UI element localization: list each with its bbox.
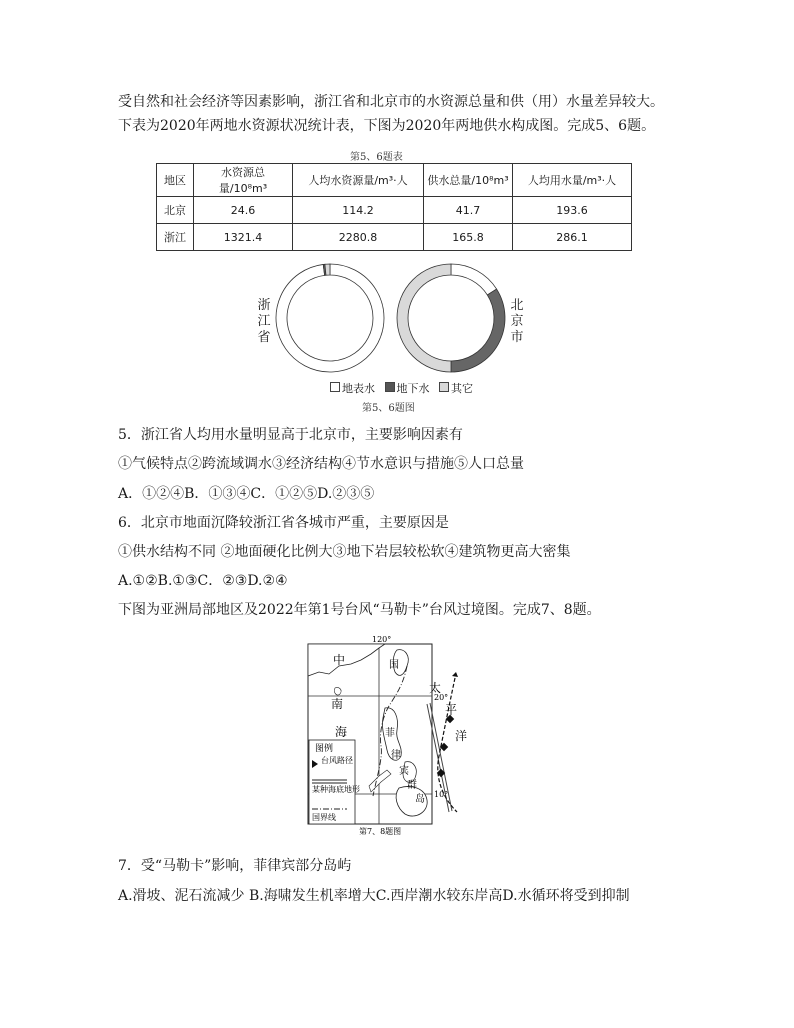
th-total-supply: 供水总量/10⁸m³ [424,164,513,197]
donut-chart-beijing [395,262,507,374]
map-legend-title: 图例 [315,744,334,754]
chart-legend [330,380,473,396]
donut-slice-地表水 [451,264,497,295]
donut-slice-其它 [397,264,451,372]
table-row [157,224,632,251]
map-char: 宾 [399,766,409,777]
donut-slice-其它 [325,264,330,275]
table-cell: 24.6 [194,197,293,224]
table-caption: 第5、6题表 [350,152,403,163]
chart-label-beijing: 北 京 市 [510,298,524,345]
typhoon-track-arrow [452,672,458,677]
legend-swatch-surface [330,382,340,392]
map-char: 国 [389,660,399,671]
map-char: 太 [429,681,442,695]
chart-caption: 第5、6题图 [362,403,415,414]
legend-swatch-other [439,382,449,392]
map-char: 海 [335,725,348,739]
lat-label-20: 20° [434,693,449,702]
map-char: 岛 [415,794,425,805]
table-cell: 2280.8 [293,224,424,251]
map-legend-typhoon: 台风路径 [321,756,353,765]
table-cell: 1321.4 [194,224,293,251]
q5-items: ①气候特点②跨流域调水③经济结构④节水意识与措施⑤人口总量 [118,456,524,472]
th-region: 地区 [157,164,194,197]
map-char: 平 [445,703,458,717]
table-cell: 浙江 [157,224,194,251]
map-char: 群 [407,780,417,791]
table-header-row [157,164,632,197]
map-caption: 第7、8题图 [359,827,402,836]
typhoon-map [307,636,477,836]
q5-options: A．①②④B．①③④C．①②⑤D.②③⑤ [118,486,375,502]
table-cell: 193.6 [513,197,632,224]
map-legend-seafloor: 某种海底地形 [312,785,360,794]
q7-options: A.滑坡、泥石流减少 B.海啸发生机率增大C.西岸潮水较东岸高D.水循环将受到抑制 [118,888,630,904]
table-cell: 165.8 [424,224,513,251]
map-char: 律 [391,750,401,761]
legend-swatch-ground [385,382,395,392]
lon-label: 120° [372,636,392,644]
q7-stem: 7．受“马勒卡”影响，菲律宾部分岛屿 [118,858,352,874]
q6-items: ①供水结构不同 ②地面硬化比例大③地下岩层较松软④建筑物更高大密集 [118,544,571,560]
map-char: 菲 [385,728,395,739]
q5-stem: 5．浙江省人均用水量明显高于北京市，主要影响因素有 [118,427,463,443]
map-char: 南 [331,697,344,711]
th-per-capita-use: 人均用水量/m³·人 [513,164,632,197]
th-total-resources: 水资源总量/10⁸m³ [194,164,293,197]
intro-2: 下图为亚洲局部地区及2022年第1号台风“马勒卡”台风过境图。完成7、8题。 [118,602,601,618]
lat-label-10: 10° [434,790,449,799]
map-char: 洋 [455,729,468,743]
map-legend-border: 国界线 [312,813,336,822]
intro-line-1: 受自然和社会经济等因素影响，浙江省和北京市的水资源总量和供（用）水量差异较大。 [118,94,664,110]
donut-slice-地表水 [276,264,384,372]
legend-label: 地表水 [342,382,375,395]
th-per-capita-resources: 人均水资源量/m³·人 [293,164,424,197]
intro-line-2: 下表为2020年两地水资源状况统计表，下图为2020年两地供水构成图。完成5、6题。 [118,118,656,134]
hainan-island [334,687,341,695]
table-row [157,197,632,224]
legend-label: 地下水 [396,382,430,395]
chart-label-zhejiang: 浙 江 省 [257,298,271,345]
donut-slice-地下水 [451,289,505,372]
q6-options: A.①②B.①③C．②③D.②④ [118,573,288,589]
table-cell: 114.2 [293,197,424,224]
water-resources-table [156,163,632,251]
table-cell: 北京 [157,197,194,224]
map-char: 中 [333,653,346,667]
table-cell: 41.7 [424,197,513,224]
donut-chart-zhejiang [274,262,386,374]
table-cell: 286.1 [513,224,632,251]
legend-label: 其它 [451,382,473,395]
q6-stem: 6．北京市地面沉降较浙江省各城市严重，主要原因是 [118,515,449,531]
